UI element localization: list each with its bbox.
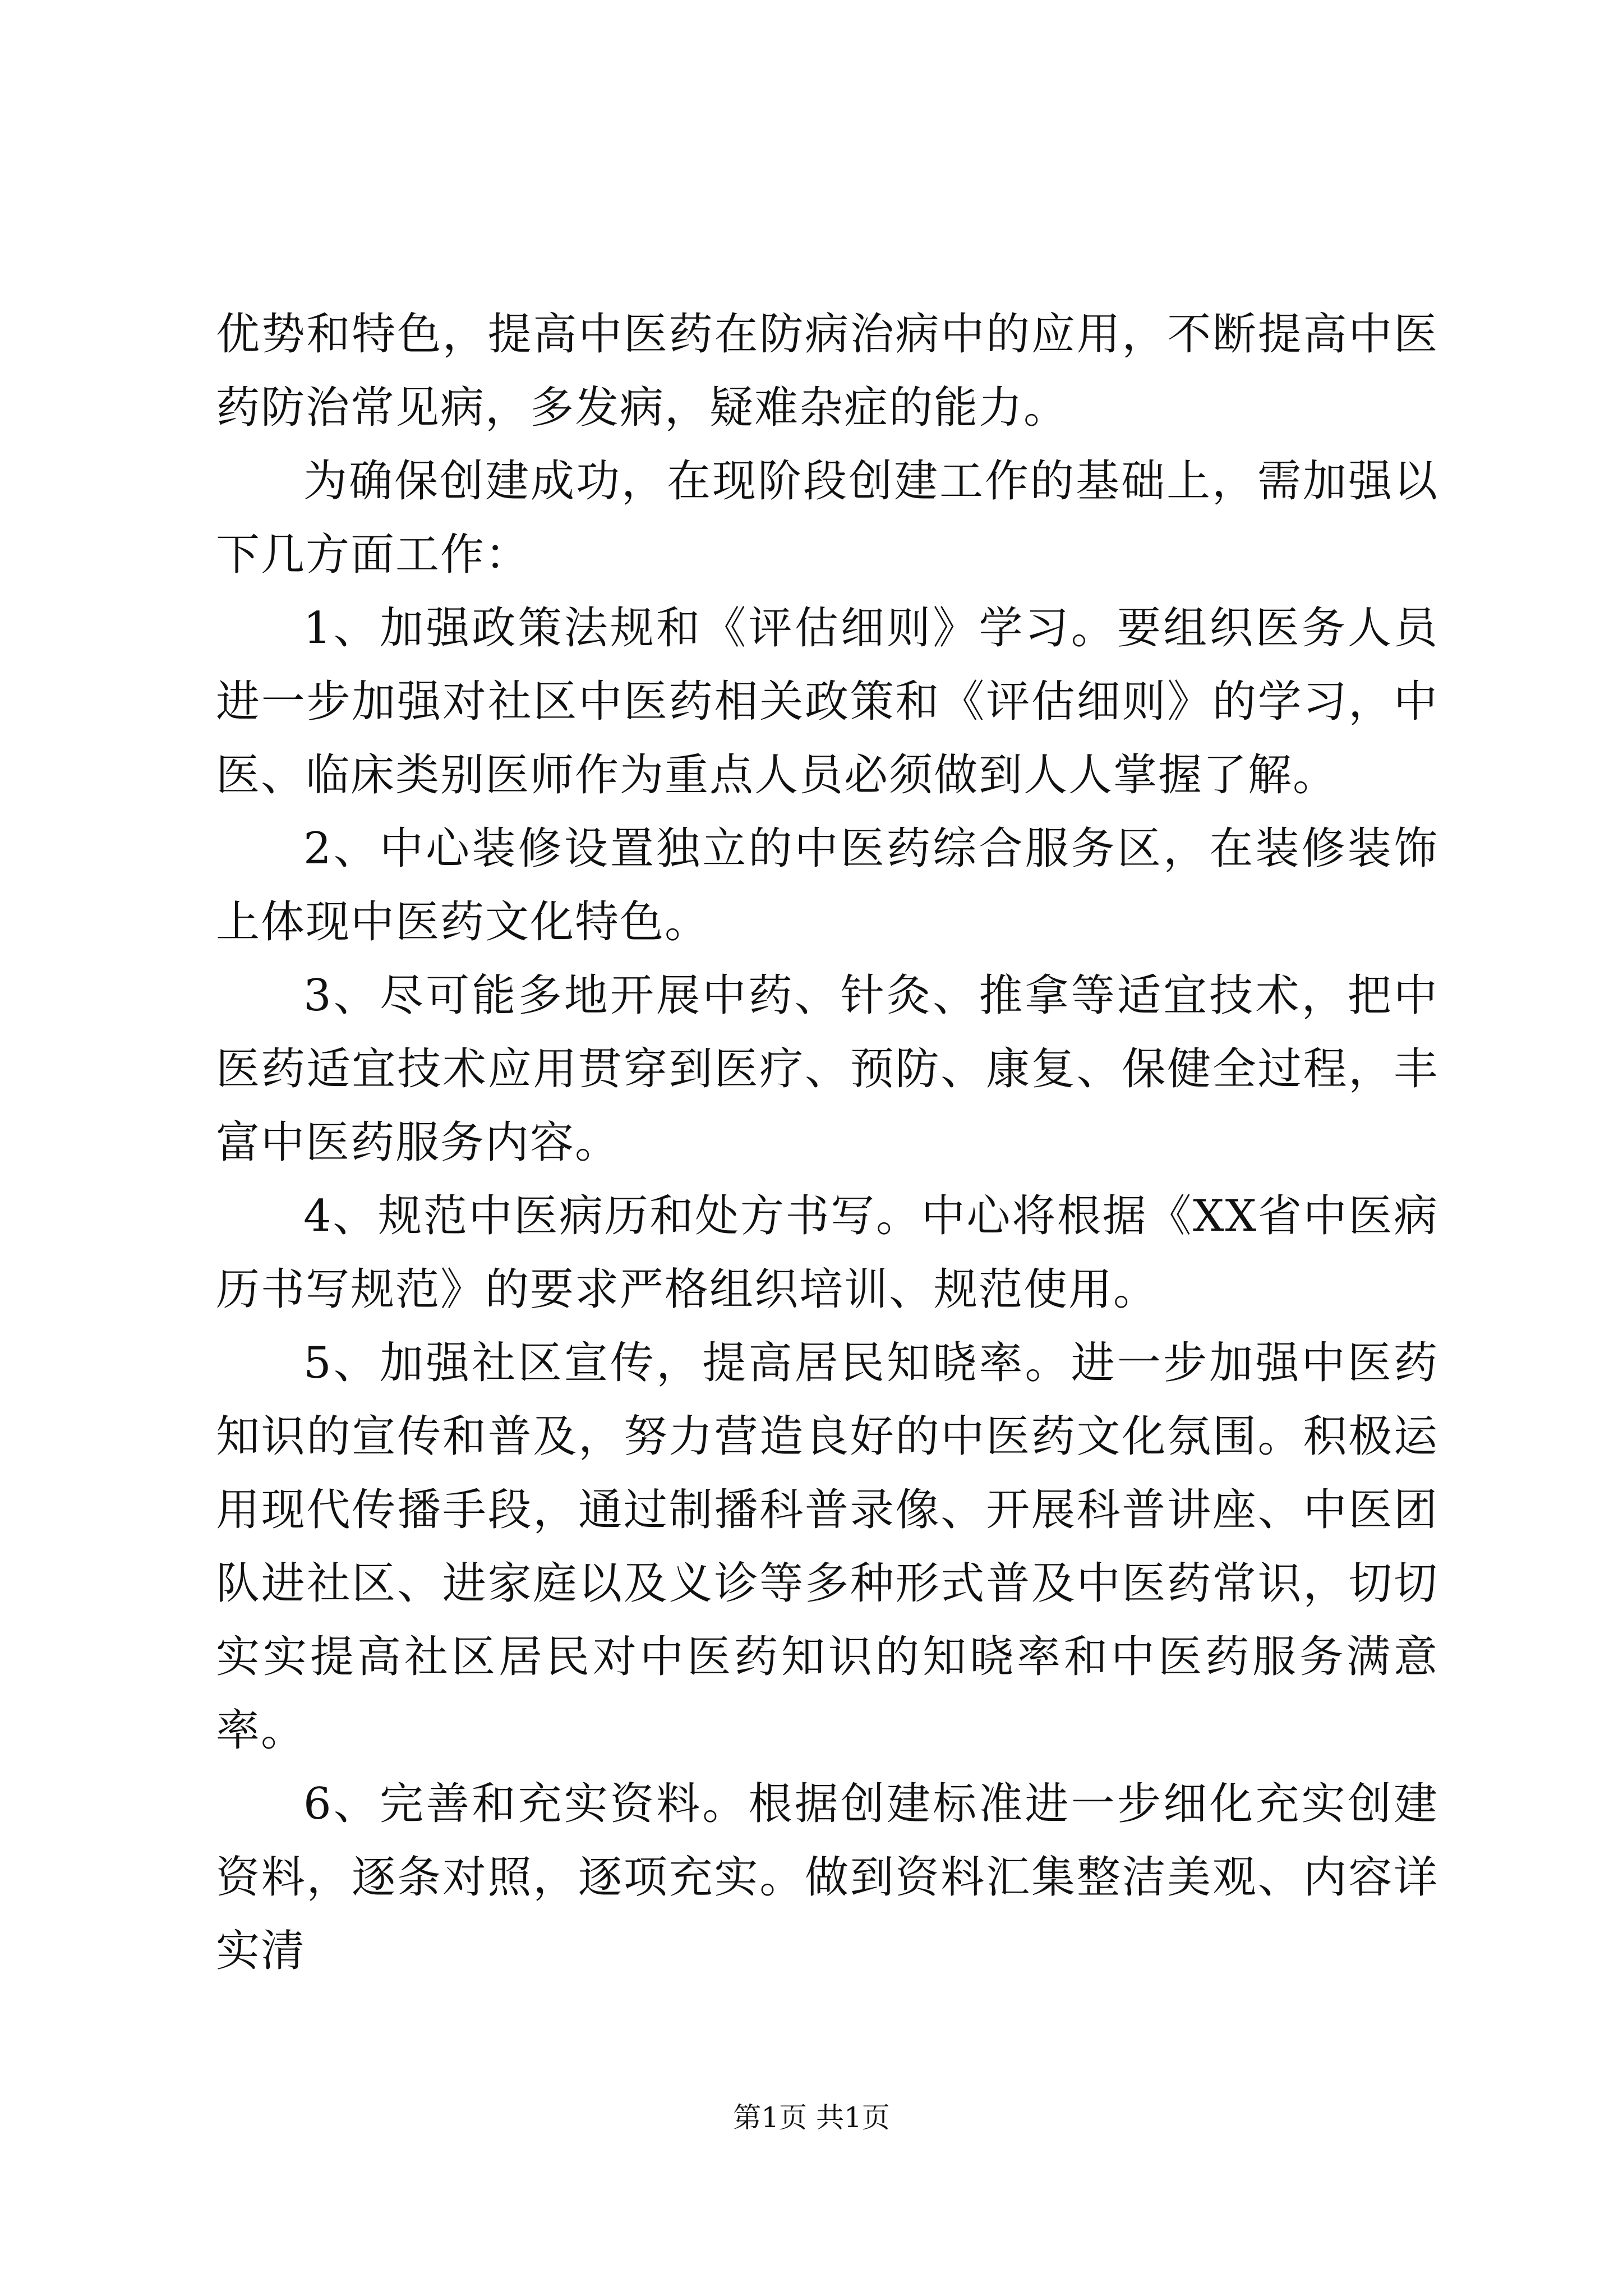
paragraph-8: 6、完善和充实资料。根据创建标准进一步细化充实创建资料，逐条对照，逐项充实。做到资料汇集整洁美观、内容详实清 (216, 1779, 1438, 1976)
paragraph-5: 3、尽可能多地开展中药、针灸、推拿等适宜技术，把中医药适宜技术应用贯穿到医疗、预防、康复、保健全过程，丰富中医药服务内容。 (216, 970, 1438, 1168)
paragraph-4: 2、中心装修设置独立的中医药综合服务区，在装修装饰上体现中医药文化特色。 (216, 823, 1438, 947)
document-body (216, 298, 1438, 1988)
paragraph-7: 5、加强社区宣传，提高居民知晓率。进一步加强中医药知识的宣传和普及，努力营造良好的中医药文化氛围。积极运用现代传播手段，通过制播科普录像、开展科普讲座、中医团队进社区、进家庭以及义诊等多种形式普及中医药常识，切切实实提高社区居民对中医药知识的知晓率和中医药服务满意率。 (216, 1338, 1438, 1756)
paragraph-2: 为确保创建成功，在现阶段创建工作的基础上，需加强以下几方面工作： (216, 456, 1438, 580)
paragraph-1: 优势和特色，提高中医药在防病治病中的应用，不断提高中医药防治常见病，多发病，疑难杂症的能力。 (216, 309, 1438, 433)
page-footer: 第1页 共1页 (733, 2101, 890, 2134)
paragraph-3: 1、加强政策法规和《评估细则》学习。要组织医务人员进一步加强对社区中医药相关政策和《评估细则》的学习，中医、临床类别医师作为重点人员必须做到人人掌握了解。 (216, 603, 1438, 800)
paragraph-6: 4、规范中医病历和处方书写。中心将根据《XX省中医病历书写规范》的要求严格组织培训、规范使用。 (216, 1191, 1438, 1315)
